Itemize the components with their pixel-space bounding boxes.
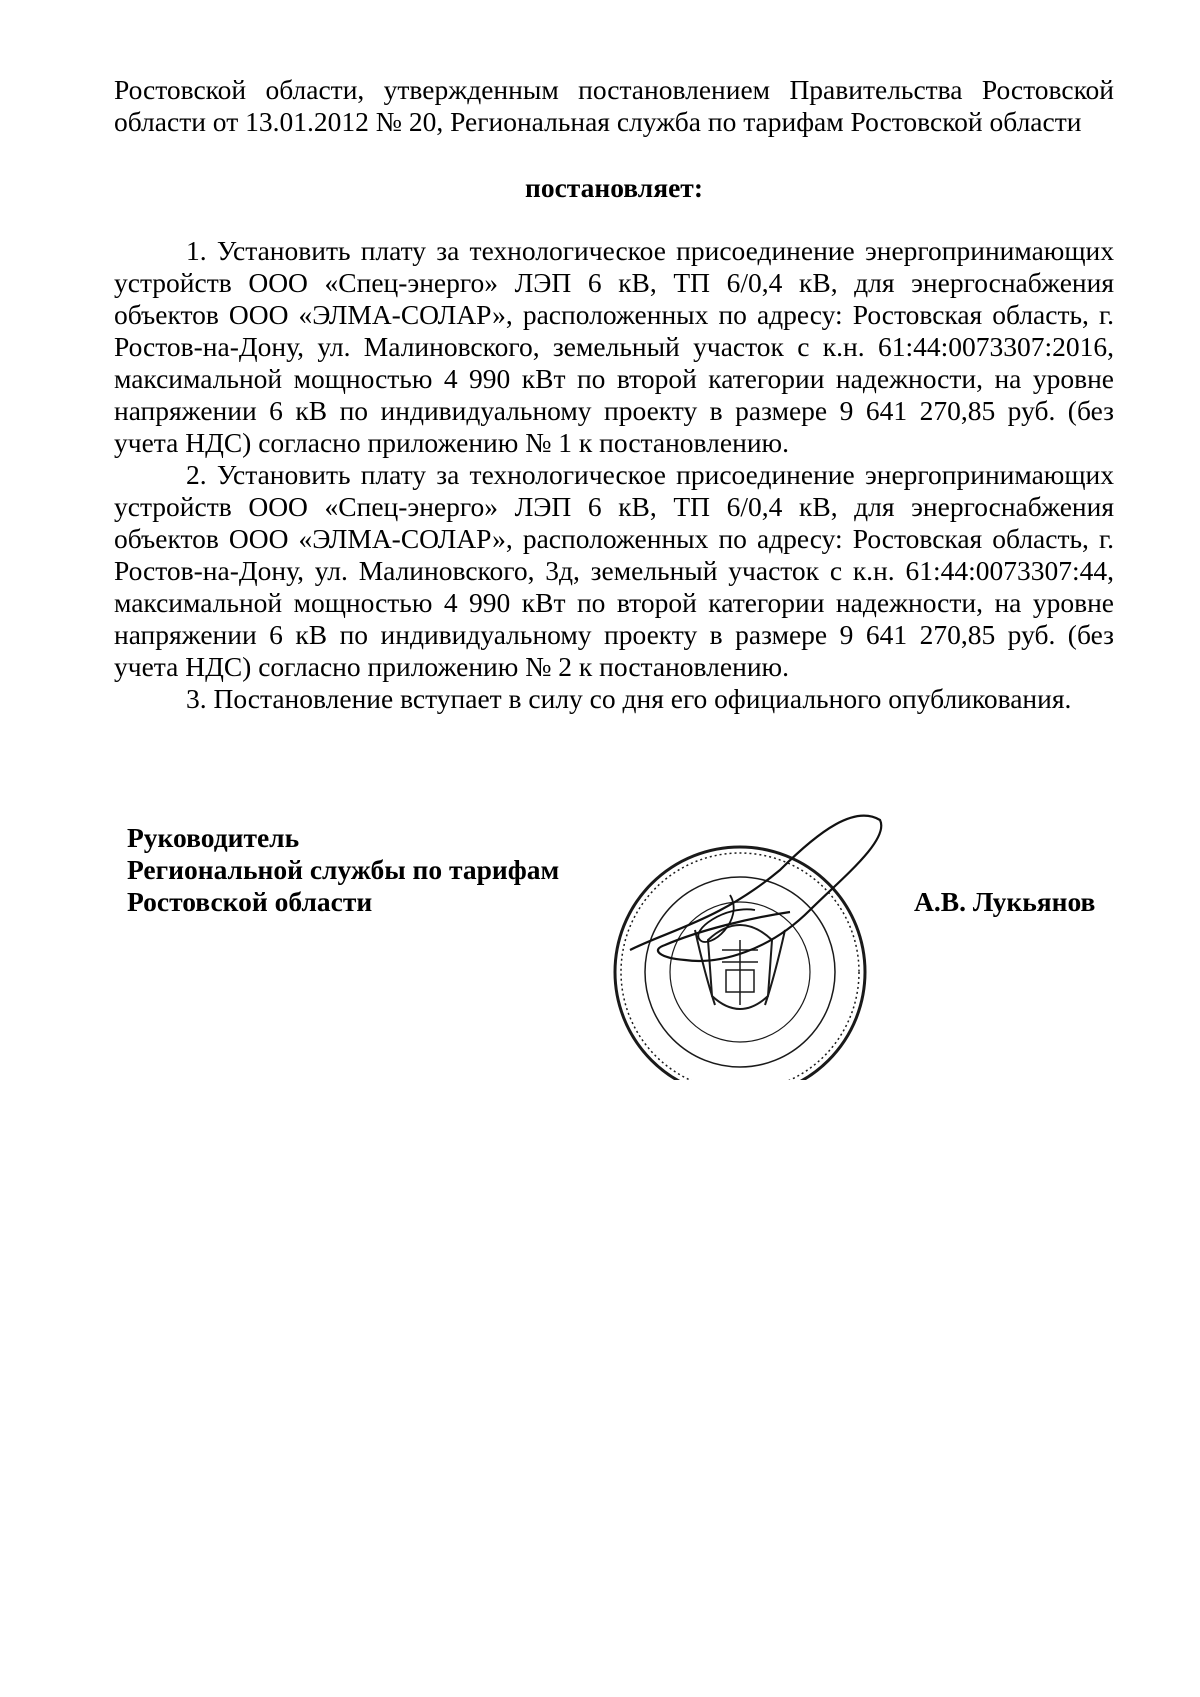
- signer-title-line-3: Ростовской области: [127, 886, 373, 917]
- signer-name: А.В. Лукьянов: [914, 886, 1096, 917]
- official-seal: [590, 800, 890, 1080]
- signer-title: [127, 822, 559, 918]
- signer-title-line-2: Региональной службы по тарифам: [127, 854, 560, 885]
- intro-paragraph: [114, 74, 1114, 138]
- decree-item-2: 2. Установить плату за технологическое присоединение энергопринимающих устройств ООО «Спец-энерго» ЛЭП 6 кВ, ТП 6/0,4 кВ, для энергоснабжения объектов ООО «ЭЛМА-СОЛАР», расположенных по адресу: Ростовская область, г. Ростов-на-Дону, ул. Малиновского, 3д, земельный участок с к.н. 61:44:0073307:44, максимальной мощностью 4 990 кВт по второй категории надежности, на уровне напряжении 6 кВ по индивидуальному проекту в размере 9 641 270,85 руб. (без учета НДС) согласно приложению № 2 к постановлению.: [114, 459, 1114, 682]
- signer-title-line-1: Руководитель: [127, 822, 300, 853]
- decree-items: [114, 235, 1114, 715]
- decree-heading: постановляет:: [525, 172, 703, 203]
- decree-item-3: 3. Постановление вступает в силу со дня его официального опубликования.: [186, 683, 1072, 714]
- seal-emblem: [695, 925, 785, 1009]
- decree-item-1: 1. Установить плату за технологическое присоединение энергопринимающих устройств ООО «Спец-энерго» ЛЭП 6 кВ, ТП 6/0,4 кВ, для энергоснабжения объектов ООО «ЭЛМА-СОЛАР», расположенных по адресу: Ростовская область, г. Ростов-на-Дону, ул. Малиновского, земельный участок с к.н. 61:44:0073307:2016, максимальной мощностью 4 990 кВт по второй категории надежности, на уровне напряжении 6 кВ по индивидуальному проекту в размере 9 641 270,85 руб. (без учета НДС) согласно приложению № 1 к постановлению.: [114, 235, 1114, 458]
- intro-text: Ростовской области, утвержденным постановлением Правительства Ростовской области от 13.01.2012 № 20, Региональная служба по тарифам Ростовской области: [114, 74, 1114, 137]
- signature-scribble: [630, 816, 881, 961]
